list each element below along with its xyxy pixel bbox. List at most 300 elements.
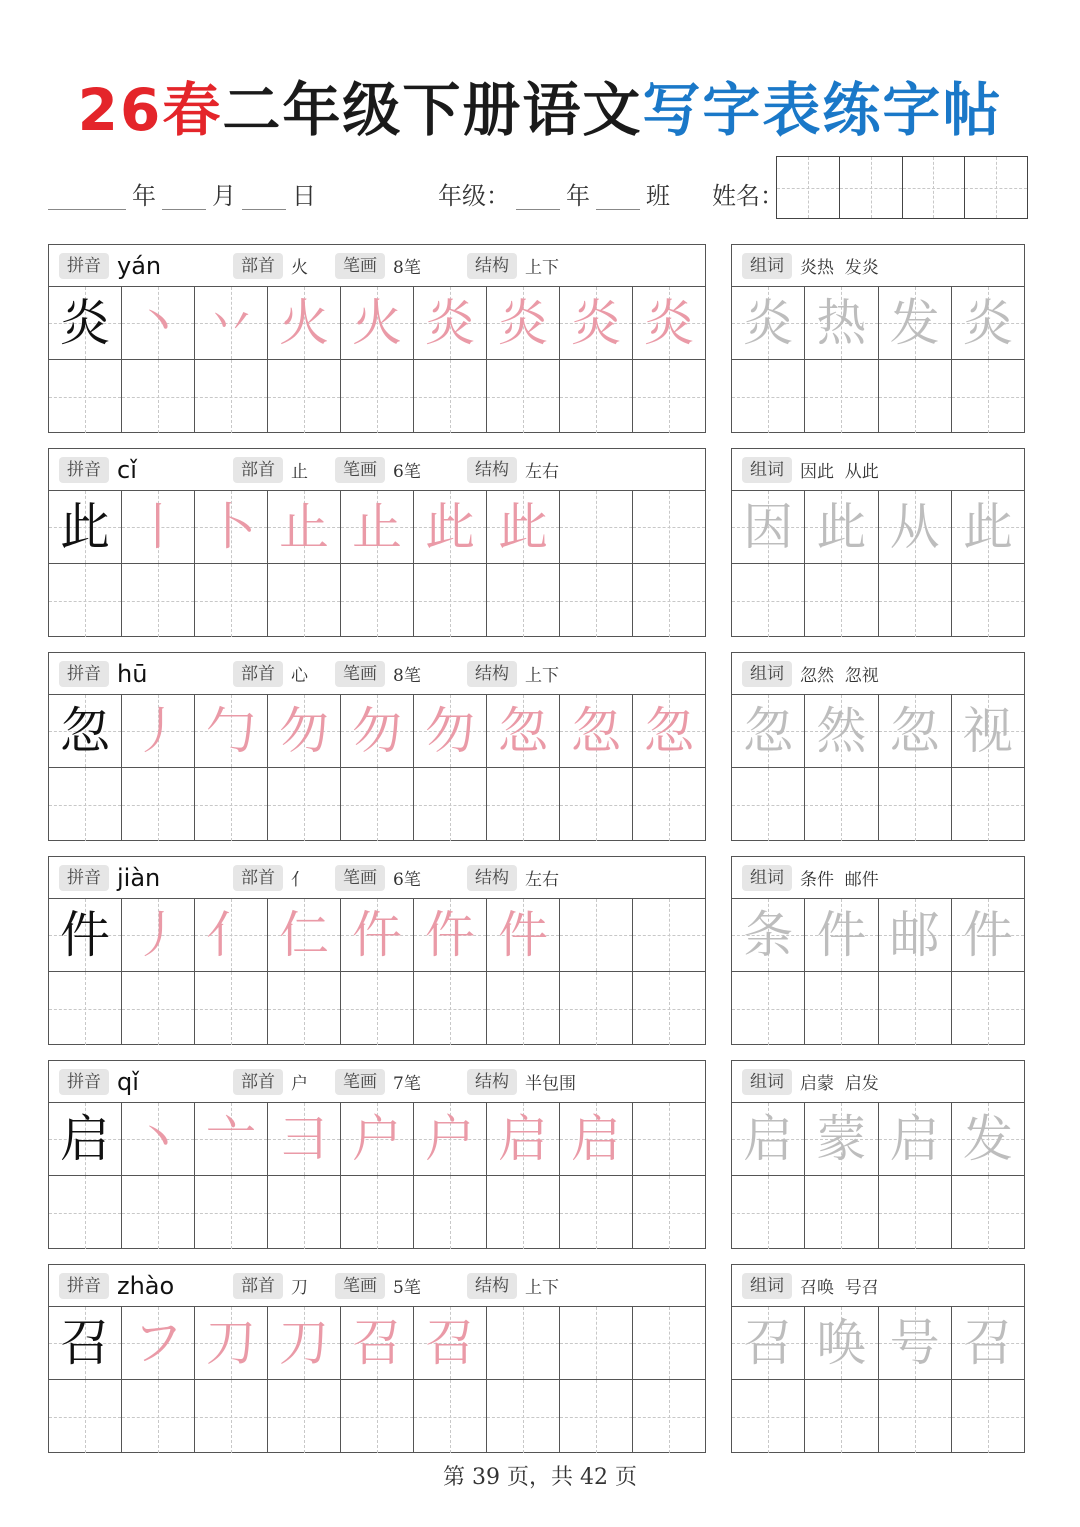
stroke-step-cell[interactable] xyxy=(122,1307,195,1379)
writing-cell[interactable] xyxy=(341,360,414,433)
writing-cell[interactable] xyxy=(49,564,122,637)
writing-cell[interactable] xyxy=(414,1380,487,1453)
stroke-step-character xyxy=(560,899,632,971)
title-part-1: 26春 xyxy=(77,76,223,144)
stroke-step-cell[interactable] xyxy=(414,899,487,971)
writing-cell[interactable] xyxy=(633,972,705,1045)
main-character: 炎 xyxy=(60,294,110,352)
stroke-step-character: 卜 xyxy=(206,498,256,556)
writing-row xyxy=(49,360,705,433)
word-writing-cell[interactable] xyxy=(805,1380,878,1453)
stroke-step-character xyxy=(633,1103,705,1175)
writing-cell[interactable] xyxy=(268,1176,341,1249)
stroke-step-character: 件 xyxy=(498,906,548,964)
stroke-step-cell[interactable] xyxy=(560,491,633,563)
grade-year-label: 年 xyxy=(566,182,590,210)
writing-cell[interactable] xyxy=(487,972,560,1045)
writing-cell[interactable] xyxy=(633,564,705,637)
structure-value: 上下 xyxy=(525,666,559,686)
stroke-step-character: 火 xyxy=(279,294,329,352)
words-tag: 组词 xyxy=(742,1069,792,1095)
writing-cell[interactable] xyxy=(122,1176,195,1249)
stroke-step-character xyxy=(560,491,632,563)
word-trace-character: 发 xyxy=(889,294,940,352)
stroke-step-cell[interactable] xyxy=(560,899,633,971)
main-char-cell xyxy=(49,287,122,359)
word-trace-character: 炎 xyxy=(743,294,794,352)
word-trace-cell[interactable] xyxy=(732,1103,805,1175)
name-grid[interactable] xyxy=(776,156,1028,219)
stroke-step-character: 勿 xyxy=(425,702,475,760)
stroke-step-cell[interactable] xyxy=(122,287,195,359)
writing-cell[interactable] xyxy=(195,1380,268,1453)
word-writing-cell[interactable] xyxy=(732,1176,805,1249)
words-info-bar xyxy=(732,449,1024,491)
stroke-step-character: 召 xyxy=(425,1314,475,1372)
stroke-step-character: 忽 xyxy=(498,702,548,760)
writing-cell[interactable] xyxy=(560,1380,633,1453)
stroke-step-cell[interactable] xyxy=(195,695,268,767)
stroke-step-cell[interactable] xyxy=(268,287,341,359)
word-trace-character: 号 xyxy=(889,1314,940,1372)
word-trace-cell[interactable] xyxy=(952,491,1024,563)
writing-cell[interactable] xyxy=(560,564,633,637)
stroke-step-cell[interactable] xyxy=(633,491,705,563)
structure-tag: 结构 xyxy=(467,1273,517,1299)
word-writing-row xyxy=(732,564,1024,637)
writing-cell[interactable] xyxy=(195,1176,268,1249)
char-practice-block xyxy=(48,1060,706,1249)
stroke-step-character: 止 xyxy=(352,498,402,556)
word-writing-cell[interactable] xyxy=(879,1176,952,1249)
stroke-step-character: 丶 xyxy=(133,1110,183,1168)
word-practice-block xyxy=(731,244,1025,433)
stroke-step-cell[interactable] xyxy=(633,1307,705,1379)
strokes-value: 7笔 xyxy=(393,1074,421,1094)
writing-cell[interactable] xyxy=(341,768,414,841)
stroke-step-character xyxy=(487,1307,559,1379)
writing-cell[interactable] xyxy=(341,564,414,637)
main-char-cell xyxy=(49,1103,122,1175)
words-info-bar xyxy=(732,653,1024,695)
word-trace-character: 件 xyxy=(962,906,1013,964)
writing-cell[interactable] xyxy=(560,1176,633,1249)
name-cell[interactable] xyxy=(840,157,903,218)
words-value: 召唤 号召 xyxy=(800,1278,879,1298)
word-writing-cell[interactable] xyxy=(732,564,805,637)
word-writing-cell[interactable] xyxy=(879,1380,952,1453)
stroke-step-cell[interactable] xyxy=(268,1307,341,1379)
writing-cell[interactable] xyxy=(268,564,341,637)
stroke-order-row xyxy=(49,899,705,972)
word-trace-cell[interactable] xyxy=(805,899,878,971)
structure-tag: 结构 xyxy=(467,865,517,891)
writing-cell[interactable] xyxy=(49,360,122,433)
words-info-bar xyxy=(732,857,1024,899)
writing-cell[interactable] xyxy=(633,1176,705,1249)
word-trace-row xyxy=(732,1103,1024,1176)
strokes-tag: 笔画 xyxy=(335,865,385,891)
word-trace-character: 蒙 xyxy=(816,1110,867,1168)
word-trace-row xyxy=(732,1307,1024,1380)
writing-row xyxy=(49,1380,705,1453)
writing-cell[interactable] xyxy=(414,972,487,1045)
stroke-step-cell[interactable] xyxy=(633,1103,705,1175)
word-writing-cell[interactable] xyxy=(732,768,805,841)
page-footer: 第 39 页，共 42 页 xyxy=(443,1465,637,1490)
word-trace-cell[interactable] xyxy=(879,287,952,359)
stroke-step-character: 仵 xyxy=(352,906,402,964)
char-practice-block xyxy=(48,244,706,433)
words-info-bar xyxy=(732,1265,1024,1307)
pinyin-value: hū xyxy=(117,659,148,688)
radical-value: 火 xyxy=(291,258,308,278)
strokes-tag: 笔画 xyxy=(335,1069,385,1095)
stroke-step-cell[interactable] xyxy=(487,695,560,767)
stroke-step-character: 彐 xyxy=(279,1110,329,1168)
word-trace-character: 召 xyxy=(743,1314,794,1372)
word-writing-cell[interactable] xyxy=(952,564,1024,637)
word-trace-row xyxy=(732,899,1024,972)
writing-cell[interactable] xyxy=(560,768,633,841)
stroke-step-cell[interactable] xyxy=(341,1307,414,1379)
main-character: 召 xyxy=(60,1314,110,1372)
word-trace-cell[interactable] xyxy=(732,287,805,359)
word-trace-cell[interactable] xyxy=(805,491,878,563)
writing-cell[interactable] xyxy=(122,1380,195,1453)
words-tag: 组词 xyxy=(742,661,792,687)
word-trace-character: 发 xyxy=(962,1110,1013,1168)
stroke-step-cell[interactable] xyxy=(487,1103,560,1175)
stroke-step-cell[interactable] xyxy=(195,1307,268,1379)
pinyin-value: jiàn xyxy=(117,863,161,892)
word-writing-cell[interactable] xyxy=(952,360,1024,433)
words-value: 忽然 忽视 xyxy=(800,666,879,686)
word-trace-cell[interactable] xyxy=(732,899,805,971)
stroke-step-cell[interactable] xyxy=(122,491,195,563)
writing-cell[interactable] xyxy=(268,972,341,1045)
word-practice-block xyxy=(731,1060,1025,1249)
month-blank[interactable] xyxy=(162,182,206,210)
stroke-step-character xyxy=(633,899,705,971)
stroke-step-cell[interactable] xyxy=(414,695,487,767)
pinyin-tag: 拼音 xyxy=(59,661,109,687)
word-writing-cell[interactable] xyxy=(879,768,952,841)
strokes-tag: 笔画 xyxy=(335,1273,385,1299)
word-trace-character: 视 xyxy=(962,702,1013,760)
year-blank[interactable] xyxy=(48,182,126,210)
stroke-step-cell[interactable] xyxy=(195,491,268,563)
stroke-step-cell[interactable] xyxy=(414,491,487,563)
word-trace-cell[interactable] xyxy=(952,899,1024,971)
word-trace-cell[interactable] xyxy=(879,491,952,563)
writing-cell[interactable] xyxy=(195,768,268,841)
word-trace-character: 启 xyxy=(743,1110,794,1168)
writing-cell[interactable] xyxy=(49,768,122,841)
word-writing-cell[interactable] xyxy=(805,768,878,841)
year-label: 年 xyxy=(132,182,156,210)
stroke-step-cell[interactable] xyxy=(122,899,195,971)
month-label: 月 xyxy=(212,182,236,210)
word-trace-cell[interactable] xyxy=(879,899,952,971)
stroke-step-cell[interactable] xyxy=(487,491,560,563)
words-tag: 组词 xyxy=(742,253,792,279)
char-practice-block xyxy=(48,652,706,841)
word-writing-cell[interactable] xyxy=(879,564,952,637)
writing-cell[interactable] xyxy=(268,768,341,841)
word-writing-cell[interactable] xyxy=(879,360,952,433)
class-label: 班 xyxy=(646,182,670,210)
writing-cell[interactable] xyxy=(49,1380,122,1453)
word-trace-cell[interactable] xyxy=(879,1307,952,1379)
word-trace-character: 召 xyxy=(962,1314,1013,1372)
stroke-step-cell[interactable] xyxy=(560,1103,633,1175)
word-trace-row xyxy=(732,287,1024,360)
writing-cell[interactable] xyxy=(414,1176,487,1249)
stroke-step-character: 仵 xyxy=(425,906,475,964)
word-writing-cell[interactable] xyxy=(952,768,1024,841)
stroke-step-cell[interactable] xyxy=(487,1307,560,1379)
stroke-step-character: 勹 xyxy=(206,702,256,760)
strokes-value: 8笔 xyxy=(393,258,421,278)
stroke-step-cell[interactable] xyxy=(195,287,268,359)
writing-cell[interactable] xyxy=(49,972,122,1045)
writing-cell[interactable] xyxy=(122,564,195,637)
writing-cell[interactable] xyxy=(414,564,487,637)
word-trace-cell[interactable] xyxy=(879,695,952,767)
stroke-step-cell[interactable] xyxy=(268,491,341,563)
stroke-step-cell[interactable] xyxy=(268,1103,341,1175)
writing-cell[interactable] xyxy=(560,360,633,433)
writing-cell[interactable] xyxy=(122,360,195,433)
word-writing-cell[interactable] xyxy=(732,360,805,433)
stroke-step-character: 此 xyxy=(498,498,548,556)
strokes-value: 6笔 xyxy=(393,462,421,482)
stroke-order-row xyxy=(49,287,705,360)
char-practice-block xyxy=(48,448,706,637)
writing-cell[interactable] xyxy=(195,972,268,1045)
radical-tag: 部首 xyxy=(233,457,283,483)
day-blank[interactable] xyxy=(242,182,286,210)
stroke-step-cell[interactable] xyxy=(414,1307,487,1379)
stroke-step-character: 火 xyxy=(352,294,402,352)
strokes-tag: 笔画 xyxy=(335,457,385,483)
word-trace-cell[interactable] xyxy=(732,491,805,563)
writing-cell[interactable] xyxy=(633,360,705,433)
writing-cell[interactable] xyxy=(414,768,487,841)
words-value: 炎热 发炎 xyxy=(800,258,879,278)
word-writing-cell[interactable] xyxy=(805,360,878,433)
stroke-step-cell[interactable] xyxy=(341,1103,414,1175)
words-tag: 组词 xyxy=(742,865,792,891)
word-writing-cell[interactable] xyxy=(732,1380,805,1453)
name-cell[interactable] xyxy=(965,157,1027,218)
words-value: 启蒙 启发 xyxy=(800,1074,879,1094)
class-blank[interactable] xyxy=(596,182,640,210)
writing-row xyxy=(49,972,705,1045)
word-writing-cell[interactable] xyxy=(952,1176,1024,1249)
writing-cell[interactable] xyxy=(122,972,195,1045)
word-trace-character: 件 xyxy=(816,906,867,964)
stroke-step-character: 忽 xyxy=(571,702,621,760)
radical-tag: 部首 xyxy=(233,1273,283,1299)
writing-cell[interactable] xyxy=(268,1380,341,1453)
structure-tag: 结构 xyxy=(467,253,517,279)
writing-cell[interactable] xyxy=(487,360,560,433)
grade-blank[interactable] xyxy=(516,182,560,210)
radical-tag: 部首 xyxy=(233,865,283,891)
writing-cell[interactable] xyxy=(341,1176,414,1249)
stroke-step-character: 勿 xyxy=(352,702,402,760)
stroke-step-cell[interactable] xyxy=(633,695,705,767)
word-writing-cell[interactable] xyxy=(952,972,1024,1045)
stroke-step-character: 刀 xyxy=(279,1314,329,1372)
word-writing-cell[interactable] xyxy=(805,1176,878,1249)
page-title xyxy=(0,74,1080,146)
word-trace-cell[interactable] xyxy=(805,695,878,767)
stroke-order-row xyxy=(49,695,705,768)
stroke-step-cell[interactable] xyxy=(122,1103,195,1175)
radical-tag: 部首 xyxy=(233,661,283,687)
word-practice-block xyxy=(731,448,1025,637)
stroke-step-cell[interactable] xyxy=(487,287,560,359)
strokes-value: 8笔 xyxy=(393,666,421,686)
writing-row xyxy=(49,768,705,841)
word-trace-character: 唤 xyxy=(816,1314,867,1372)
stroke-step-character: 忽 xyxy=(644,702,694,760)
stroke-step-cell[interactable] xyxy=(195,899,268,971)
word-writing-cell[interactable] xyxy=(879,972,952,1045)
radical-value: 心 xyxy=(291,666,308,686)
word-trace-cell[interactable] xyxy=(732,1307,805,1379)
writing-cell[interactable] xyxy=(633,1380,705,1453)
word-trace-cell[interactable] xyxy=(952,695,1024,767)
pinyin-tag: 拼音 xyxy=(59,1273,109,1299)
stroke-step-cell[interactable] xyxy=(633,287,705,359)
char-info-bar xyxy=(49,653,705,695)
writing-cell[interactable] xyxy=(341,1380,414,1453)
stroke-step-cell[interactable] xyxy=(341,287,414,359)
word-trace-character: 启 xyxy=(889,1110,940,1168)
word-writing-cell[interactable] xyxy=(805,564,878,637)
word-writing-cell[interactable] xyxy=(805,972,878,1045)
structure-value: 左右 xyxy=(525,870,559,890)
word-writing-row xyxy=(732,360,1024,433)
word-trace-cell[interactable] xyxy=(805,1103,878,1175)
writing-cell[interactable] xyxy=(268,360,341,433)
name-cell[interactable] xyxy=(777,157,840,218)
stroke-step-cell[interactable] xyxy=(560,1307,633,1379)
pinyin-tag: 拼音 xyxy=(59,253,109,279)
words-info-bar xyxy=(732,1061,1024,1103)
word-trace-row xyxy=(732,491,1024,564)
writing-cell[interactable] xyxy=(195,360,268,433)
writing-cell[interactable] xyxy=(560,972,633,1045)
writing-cell[interactable] xyxy=(195,564,268,637)
writing-cell[interactable] xyxy=(414,360,487,433)
word-trace-cell[interactable] xyxy=(732,695,805,767)
word-writing-cell[interactable] xyxy=(732,972,805,1045)
stroke-step-cell[interactable] xyxy=(560,287,633,359)
main-char-cell xyxy=(49,491,122,563)
writing-cell[interactable] xyxy=(633,768,705,841)
stroke-step-cell[interactable] xyxy=(341,491,414,563)
title-part-3: 写字表练字帖 xyxy=(642,76,1003,144)
radical-value: 刀 xyxy=(291,1278,308,1298)
grade-label: 年级： xyxy=(438,182,510,210)
word-trace-cell[interactable] xyxy=(805,1307,878,1379)
stroke-step-cell[interactable] xyxy=(560,695,633,767)
pinyin-tag: 拼音 xyxy=(59,865,109,891)
word-writing-row xyxy=(732,768,1024,841)
word-trace-character: 忽 xyxy=(889,702,940,760)
strokes-tag: 笔画 xyxy=(335,253,385,279)
word-writing-row xyxy=(732,1176,1024,1249)
radical-value: 止 xyxy=(291,462,308,482)
stroke-step-cell[interactable] xyxy=(268,695,341,767)
word-trace-cell[interactable] xyxy=(952,287,1024,359)
writing-cell[interactable] xyxy=(341,972,414,1045)
stroke-step-character: 刀 xyxy=(206,1314,256,1372)
main-char-cell xyxy=(49,1307,122,1379)
writing-cell[interactable] xyxy=(487,768,560,841)
pinyin-tag: 拼音 xyxy=(59,457,109,483)
structure-value: 半包围 xyxy=(525,1074,576,1094)
main-character: 忽 xyxy=(60,702,110,760)
writing-cell[interactable] xyxy=(49,1176,122,1249)
pinyin-value: zhào xyxy=(117,1271,175,1300)
word-trace-cell[interactable] xyxy=(879,1103,952,1175)
writing-cell[interactable] xyxy=(487,1176,560,1249)
main-character: 件 xyxy=(60,906,110,964)
stroke-step-cell[interactable] xyxy=(341,899,414,971)
word-practice-block xyxy=(731,652,1025,841)
stroke-step-cell[interactable] xyxy=(414,287,487,359)
pinyin-value: qǐ xyxy=(117,1067,139,1096)
stroke-step-character: 亠 xyxy=(206,1110,256,1168)
radical-tag: 部首 xyxy=(233,1069,283,1095)
stroke-step-character: 止 xyxy=(279,498,329,556)
structure-value: 左右 xyxy=(525,462,559,482)
word-trace-character: 此 xyxy=(816,498,867,556)
stroke-step-cell[interactable] xyxy=(195,1103,268,1175)
stroke-step-cell[interactable] xyxy=(414,1103,487,1175)
word-writing-cell[interactable] xyxy=(952,1380,1024,1453)
word-trace-cell[interactable] xyxy=(805,287,878,359)
stroke-step-character: 此 xyxy=(425,498,475,556)
writing-row xyxy=(49,564,705,637)
stroke-step-cell[interactable] xyxy=(122,695,195,767)
stroke-step-character: 炎 xyxy=(571,294,621,352)
stroke-step-character: 仁 xyxy=(279,906,329,964)
radical-value: 亻 xyxy=(291,870,308,890)
word-trace-character: 从 xyxy=(889,498,940,556)
stroke-step-cell[interactable] xyxy=(487,899,560,971)
writing-cell[interactable] xyxy=(487,564,560,637)
stroke-step-cell[interactable] xyxy=(341,695,414,767)
stroke-step-cell[interactable] xyxy=(633,899,705,971)
word-trace-cell[interactable] xyxy=(952,1307,1024,1379)
stroke-step-character: 亻 xyxy=(206,906,256,964)
name-cell[interactable] xyxy=(903,157,966,218)
words-tag: 组词 xyxy=(742,457,792,483)
writing-cell[interactable] xyxy=(122,768,195,841)
stroke-step-cell[interactable] xyxy=(268,899,341,971)
strokes-tag: 笔画 xyxy=(335,661,385,687)
pinyin-tag: 拼音 xyxy=(59,1069,109,1095)
word-trace-cell[interactable] xyxy=(952,1103,1024,1175)
writing-cell[interactable] xyxy=(487,1380,560,1453)
